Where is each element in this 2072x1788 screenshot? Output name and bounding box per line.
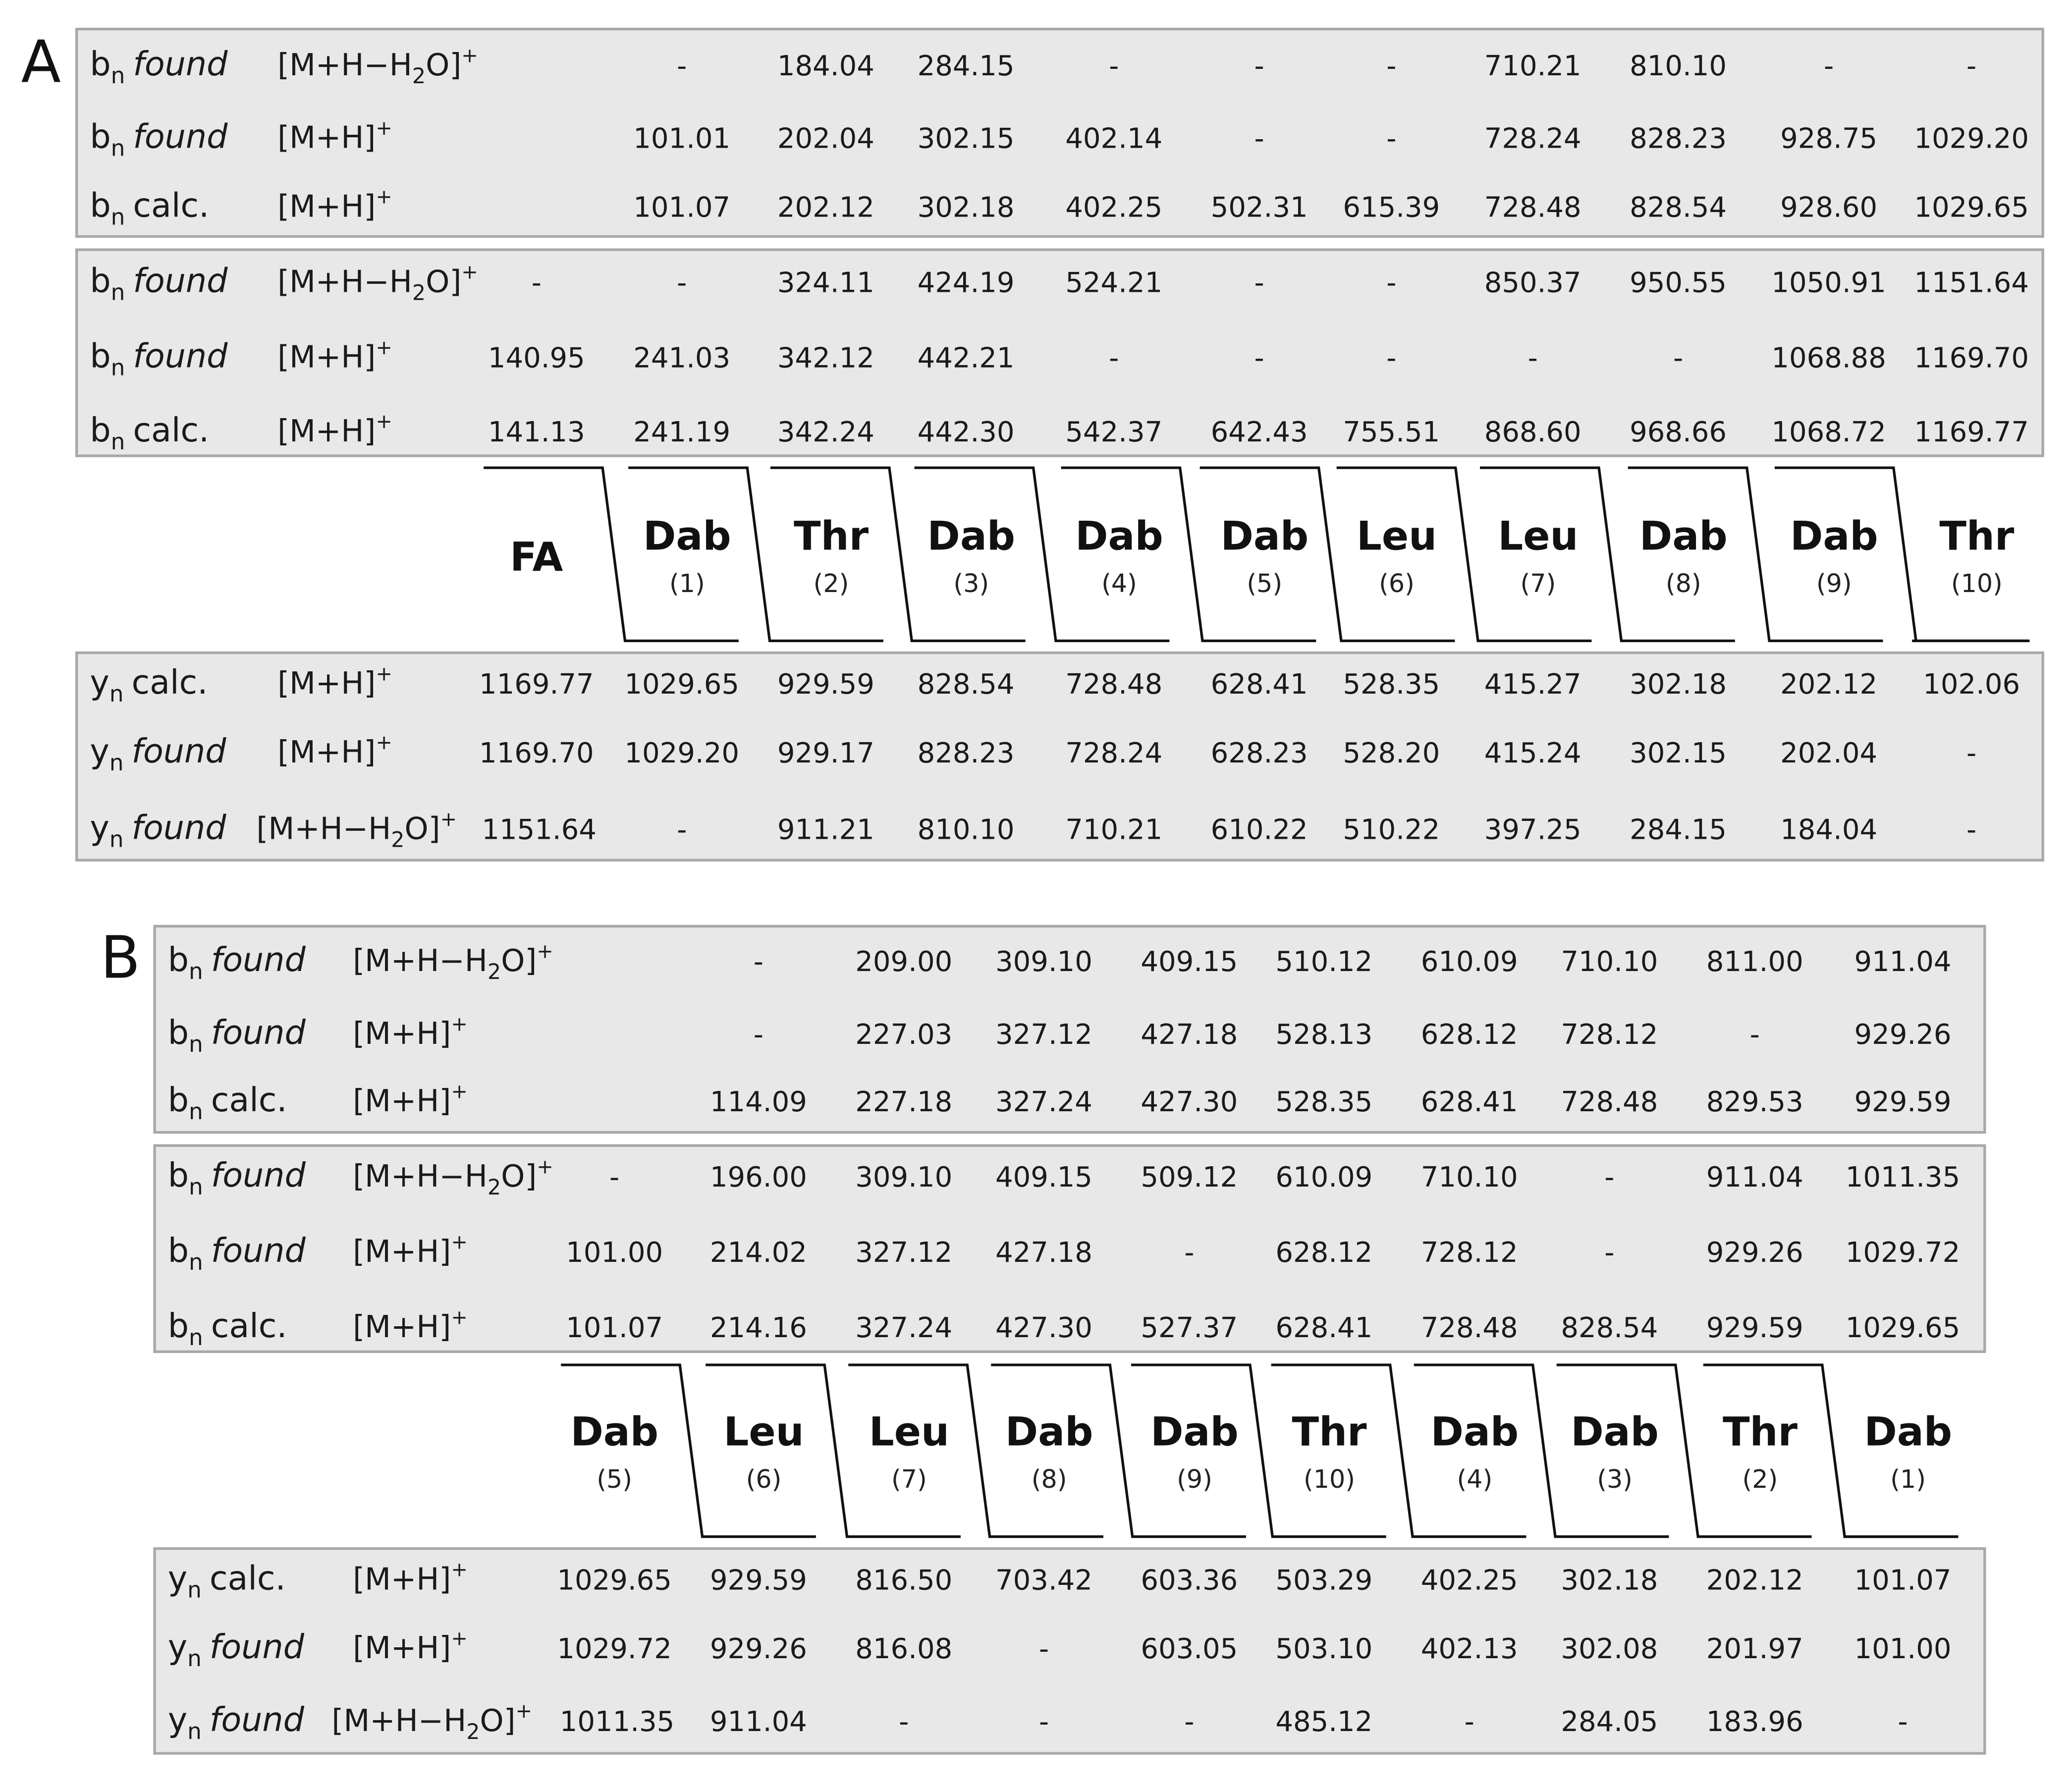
mass-value: - (1038, 1705, 1049, 1738)
ion-series-label: $y_n$ found (167, 1700, 304, 1744)
mass-value: 1169.77 (1914, 416, 2029, 448)
adduct-label: $[M+H-H_2O]^+$ (353, 1155, 553, 1200)
mass-value: 542.37 (1065, 416, 1163, 448)
mass-value: 302.15 (917, 122, 1015, 155)
mass-value: 1169.77 (479, 668, 594, 701)
mass-value: 302.18 (917, 191, 1015, 224)
mass-value: 628.12 (1420, 1018, 1518, 1051)
mass-value: 1029.65 (624, 668, 739, 701)
mass-value: 214.16 (709, 1312, 807, 1345)
mass-value: 1029.20 (624, 737, 739, 769)
mass-value: 810.10 (1630, 50, 1727, 83)
mass-value: 1068.88 (1771, 342, 1886, 375)
mass-value: 424.19 (917, 267, 1015, 299)
mass-value: - (1464, 1705, 1474, 1738)
ion-series-label: $b_n$ found (167, 1231, 306, 1275)
mass-value: 828.54 (1561, 1312, 1658, 1345)
residue-position: (3) (953, 568, 989, 598)
mass-value: 911.04 (709, 1705, 807, 1738)
mass-value: 710.21 (1484, 50, 1581, 83)
panel-a (21, 28, 2043, 860)
residue-name: Leu (869, 1409, 949, 1455)
residue-name: Dab (1639, 513, 1728, 559)
adduct-label: [M+H]+ (353, 1080, 468, 1119)
mass-value: 710.10 (1561, 946, 1658, 978)
mass-value: 327.12 (995, 1018, 1092, 1051)
ion-series-label: $b_n$ found (167, 1155, 306, 1200)
residue-position: (10) (1304, 1464, 1355, 1494)
mass-value: 929.26 (709, 1633, 807, 1666)
residue-position: (2) (1742, 1464, 1778, 1494)
mass-value: - (609, 1161, 620, 1193)
mass-value: - (1604, 1161, 1615, 1193)
mass-value: - (1673, 342, 1684, 375)
mass-value: 415.27 (1484, 668, 1581, 701)
residue-position: (6) (746, 1464, 782, 1494)
mass-value: 528.20 (1343, 737, 1440, 769)
mass-value: 101.07 (566, 1312, 663, 1345)
mass-value: 202.12 (1706, 1564, 1803, 1597)
residue-position: (8) (1031, 1464, 1067, 1494)
mass-value: 810.10 (917, 813, 1015, 846)
mass-value: 327.24 (855, 1312, 953, 1345)
mass-value: 342.24 (777, 416, 874, 448)
mass-value: 950.55 (1630, 267, 1727, 299)
ion-series-label: $b_n$ found (90, 117, 228, 162)
residue-position: (9) (1177, 1464, 1212, 1494)
mass-value: 828.23 (1630, 122, 1727, 155)
residue-position: (5) (597, 1464, 633, 1494)
adduct-label: [M+H]+ (277, 662, 392, 702)
adduct-label: [M+H]+ (353, 1231, 468, 1269)
mass-value: 409.15 (995, 1161, 1092, 1193)
mass-value: 929.26 (1706, 1236, 1803, 1269)
adduct-label: [M+H]+ (353, 1013, 468, 1051)
residue-position: (2) (813, 568, 849, 598)
ion-series-label: $y_n$ calc. (167, 1559, 286, 1603)
mass-value: 642.43 (1210, 416, 1308, 448)
mass-value: 1068.72 (1771, 416, 1886, 448)
mass-value: - (1966, 737, 1977, 769)
mass-value: 911.04 (1706, 1161, 1803, 1193)
ion-series-label: $b_n$ calc. (90, 186, 210, 230)
mass-value: 209.00 (855, 946, 953, 978)
mass-value: 510.12 (1275, 946, 1373, 978)
mass-value: 929.59 (709, 1564, 807, 1597)
mass-value: 409.15 (1141, 946, 1238, 978)
mass-value: 1050.91 (1771, 267, 1886, 299)
mass-value: 728.12 (1561, 1018, 1658, 1051)
mass-value: - (1254, 342, 1264, 375)
mass-value: - (1966, 813, 1977, 846)
mass-value: 141.13 (488, 416, 585, 448)
mass-value: - (1527, 342, 1538, 375)
mass-value: - (1386, 267, 1397, 299)
mass-value: - (1824, 50, 1834, 83)
mass-value: 284.15 (1630, 813, 1727, 846)
residue-sequence (561, 1365, 1958, 1537)
mass-value: 101.00 (566, 1236, 663, 1269)
mass-value: 628.41 (1210, 668, 1308, 701)
mass-value: 1029.65 (1845, 1312, 1961, 1345)
adduct-label: [M+H]+ (353, 1558, 468, 1597)
mass-value: 828.23 (917, 737, 1015, 769)
residue-name: Leu (723, 1409, 804, 1455)
residue-name: Dab (1220, 513, 1309, 559)
mass-value: - (1386, 342, 1397, 375)
adduct-label: $[M+H-H_2O]^+$ (277, 44, 478, 89)
mass-value: 610.09 (1275, 1161, 1373, 1193)
adduct-label: $[M+H-H_2O]^+$ (353, 940, 553, 985)
mass-value: 1011.35 (1845, 1161, 1961, 1193)
mass-value: 628.41 (1420, 1085, 1518, 1118)
mass-value: 284.15 (917, 50, 1015, 83)
mass-value: 402.25 (1420, 1564, 1518, 1597)
mass-value: 1151.64 (482, 813, 597, 846)
mass-value: 427.30 (995, 1312, 1092, 1345)
mass-value: 610.09 (1420, 946, 1518, 978)
residue-name: Dab (1005, 1409, 1093, 1455)
mass-value: 196.00 (709, 1161, 807, 1193)
mass-value: - (1254, 122, 1264, 155)
mass-value: 442.21 (917, 342, 1015, 375)
mass-value: 442.30 (917, 416, 1015, 448)
mass-value: 184.04 (1780, 813, 1878, 846)
residue-position: (9) (1816, 568, 1852, 598)
mass-value: 929.26 (1854, 1018, 1952, 1051)
mass-value: - (1604, 1236, 1615, 1269)
residue-position: (4) (1457, 1464, 1493, 1494)
mass-value: - (1254, 267, 1264, 299)
ion-series-label: $b_n$ found (90, 336, 228, 381)
mass-value: 1029.65 (1914, 191, 2029, 224)
residue-name: Dab (570, 1409, 658, 1455)
mass-value: 1029.65 (557, 1564, 672, 1597)
residue-name: Dab (1571, 1409, 1659, 1455)
mass-value: - (677, 813, 687, 846)
mass-value: 929.59 (1706, 1312, 1803, 1345)
mass-value: 241.19 (633, 416, 731, 448)
mass-value: 102.06 (1923, 668, 2020, 701)
mass-value: - (753, 946, 763, 978)
mass-value: 302.08 (1561, 1633, 1658, 1666)
mass-value: 201.97 (1706, 1633, 1803, 1666)
ion-series-label: $b_n$ calc. (167, 1306, 287, 1351)
mass-value: 140.95 (488, 342, 585, 375)
mass-value: 728.48 (1420, 1312, 1518, 1345)
mass-value: 829.53 (1706, 1085, 1803, 1118)
mass-value: - (1898, 1705, 1908, 1738)
residue-name: Thr (1292, 1409, 1367, 1455)
adduct-label: [M+H]+ (277, 117, 392, 156)
mass-value: 603.05 (1141, 1633, 1238, 1666)
mass-value: - (1254, 50, 1264, 83)
mass-value: 868.60 (1484, 416, 1581, 448)
mass-value: 227.03 (855, 1018, 953, 1051)
mass-value: 1029.72 (557, 1633, 672, 1666)
mass-value: 728.12 (1420, 1236, 1518, 1269)
ion-series-label: $b_n$ calc. (90, 410, 210, 455)
ion-series-label: $y_n$ found (167, 1627, 304, 1672)
mass-value: 755.51 (1343, 416, 1440, 448)
adduct-label: [M+H]+ (277, 731, 392, 770)
mass-value: 929.17 (777, 737, 874, 769)
mass-value: 628.12 (1275, 1236, 1373, 1269)
residue-position: (7) (891, 1464, 927, 1494)
mass-value: 615.39 (1343, 191, 1440, 224)
mass-value: 828.54 (1630, 191, 1727, 224)
mass-value: 1029.20 (1914, 122, 2029, 155)
mass-value: 101.01 (633, 122, 731, 155)
mass-value: 184.04 (777, 50, 874, 83)
adduct-label: $[M+H-H_2O]^+$ (256, 808, 457, 853)
residue-name: Thr (794, 513, 869, 559)
ion-series-label: $y_n$ found (90, 808, 226, 853)
mass-value: - (1386, 122, 1397, 155)
mass-value: 202.04 (777, 122, 874, 155)
mass-value: 485.12 (1275, 1705, 1373, 1738)
adduct-label: [M+H]+ (277, 336, 392, 375)
mass-value: 402.14 (1065, 122, 1163, 155)
residue-position: (7) (1520, 568, 1556, 598)
residue-name: Dab (1075, 513, 1163, 559)
mass-value: - (1749, 1018, 1760, 1051)
mass-value: 502.31 (1210, 191, 1308, 224)
residue-name: Dab (1430, 1409, 1519, 1455)
adduct-label: $[M+H-H_2O]^+$ (331, 1700, 533, 1744)
mass-value: 528.35 (1275, 1085, 1373, 1118)
mass-value: 528.35 (1343, 668, 1440, 701)
mass-value: - (1386, 50, 1397, 83)
residue-name: Leu (1356, 513, 1437, 559)
mass-value: - (677, 50, 687, 83)
mass-value: 309.10 (995, 946, 1092, 978)
mass-value: 101.07 (1854, 1564, 1952, 1597)
mass-value: 928.60 (1780, 191, 1878, 224)
ion-series-label: $y_n$ found (90, 731, 226, 776)
mass-value: 703.42 (995, 1564, 1092, 1597)
ion-series-label: $b_n$ found (90, 261, 228, 306)
residue-name: Thr (1939, 513, 2015, 559)
mass-value: - (1966, 50, 1977, 83)
mass-value: 603.36 (1141, 1564, 1238, 1597)
mass-value: 928.75 (1780, 122, 1878, 155)
mass-value: 302.18 (1561, 1564, 1658, 1597)
mass-value: 284.05 (1561, 1705, 1658, 1738)
mass-value: - (1038, 1633, 1049, 1666)
mass-value: 528.13 (1275, 1018, 1373, 1051)
mass-value: 628.41 (1275, 1312, 1373, 1345)
ion-series-label: $b_n$ calc. (167, 1080, 287, 1125)
mass-value: - (1184, 1236, 1195, 1269)
mass-value: - (899, 1705, 909, 1738)
mass-value: 911.04 (1854, 946, 1952, 978)
mass-value: 728.48 (1484, 191, 1581, 224)
mass-value: 728.24 (1065, 737, 1163, 769)
adduct-label: [M+H]+ (353, 1627, 468, 1666)
mass-value: 415.24 (1484, 737, 1581, 769)
residue-name: Dab (1864, 1409, 1952, 1455)
mass-value: - (531, 267, 542, 299)
adduct-label: [M+H]+ (277, 410, 392, 449)
mass-value: 828.54 (917, 668, 1015, 701)
mass-value: 327.24 (995, 1085, 1092, 1118)
mass-value: 1151.64 (1914, 267, 2029, 299)
mass-value: 1029.72 (1845, 1236, 1961, 1269)
residue-name: Leu (1498, 513, 1579, 559)
mass-value: 202.04 (1780, 737, 1878, 769)
mass-value: 202.12 (777, 191, 874, 224)
mass-value: 816.50 (855, 1564, 953, 1597)
mass-value: 101.00 (1854, 1633, 1952, 1666)
residue-position: (10) (1951, 568, 2003, 598)
mass-value: 427.18 (1141, 1018, 1238, 1051)
mass-value: 241.03 (633, 342, 731, 375)
mass-value: 302.18 (1630, 668, 1727, 701)
mass-value: 911.21 (777, 813, 874, 846)
mass-value: 610.22 (1210, 813, 1308, 846)
mass-value: 1169.70 (1914, 342, 2029, 375)
mass-value: 309.10 (855, 1161, 953, 1193)
mass-value: 929.59 (1854, 1085, 1952, 1118)
mass-value: 427.30 (1141, 1085, 1238, 1118)
mass-value: 402.25 (1065, 191, 1163, 224)
residue-name: FA (510, 534, 563, 581)
mass-value: 929.59 (777, 668, 874, 701)
mass-value: 327.12 (855, 1236, 953, 1269)
residue-name: Dab (1150, 1409, 1239, 1455)
mass-value: 503.29 (1275, 1564, 1373, 1597)
adduct-label: [M+H]+ (353, 1306, 468, 1345)
mass-value: - (677, 267, 687, 299)
mass-value: 302.15 (1630, 737, 1727, 769)
mass-value: 816.08 (855, 1633, 953, 1666)
mass-value: 710.10 (1420, 1161, 1518, 1193)
mass-value: 811.00 (1706, 946, 1803, 978)
ion-series-label: $b_n$ found (90, 45, 228, 89)
mass-value: 710.21 (1065, 813, 1163, 846)
mass-value: 728.24 (1484, 122, 1581, 155)
residue-position: (3) (1597, 1464, 1633, 1494)
ion-series-label: $b_n$ found (167, 1013, 306, 1057)
panel-letter: B (100, 923, 141, 992)
mass-value: 728.48 (1065, 668, 1163, 701)
mass-value: 214.02 (709, 1236, 807, 1269)
mass-value: 1169.70 (479, 737, 594, 769)
ion-series-label: $b_n$ found (167, 940, 306, 985)
residue-position: (4) (1101, 568, 1137, 598)
mass-value: 427.18 (995, 1236, 1092, 1269)
mass-value: 509.12 (1141, 1161, 1238, 1193)
mass-value: 968.66 (1630, 416, 1727, 448)
mass-value: 503.10 (1275, 1633, 1373, 1666)
mass-value: 728.48 (1561, 1085, 1658, 1118)
panel-letter: A (21, 28, 61, 96)
ion-series-label: $y_n$ calc. (90, 663, 208, 707)
mass-value: 183.96 (1706, 1705, 1803, 1738)
mass-value: 202.12 (1780, 668, 1878, 701)
mass-value: 227.18 (855, 1085, 953, 1118)
residue-position: (1) (1890, 1464, 1926, 1494)
mass-value: 324.11 (777, 267, 874, 299)
residue-name: Thr (1722, 1409, 1798, 1455)
adduct-label: [M+H]+ (277, 185, 392, 224)
residue-position: (5) (1247, 568, 1283, 598)
mass-value: 1011.35 (559, 1705, 675, 1738)
residue-position: (6) (1379, 568, 1415, 598)
mass-value: 527.37 (1141, 1312, 1238, 1345)
residue-name: Dab (927, 513, 1016, 559)
mass-value: - (1109, 342, 1119, 375)
mass-value: 402.13 (1420, 1633, 1518, 1666)
mass-value: - (1109, 50, 1119, 83)
residue-sequence (484, 468, 2029, 641)
mass-value: 397.25 (1484, 813, 1581, 846)
adduct-label: $[M+H-H_2O]^+$ (277, 261, 478, 306)
mass-value: - (1184, 1705, 1195, 1738)
mass-value: 524.21 (1065, 267, 1163, 299)
panel-b (101, 924, 1985, 1754)
mass-value: 510.22 (1343, 813, 1440, 846)
mass-value: 114.09 (709, 1085, 807, 1118)
residue-name: Dab (643, 513, 731, 559)
mass-value: 342.12 (777, 342, 874, 375)
mass-value: - (753, 1018, 763, 1051)
residue-position: (8) (1665, 568, 1701, 598)
mass-value: 628.23 (1210, 737, 1308, 769)
residue-name: Dab (1790, 513, 1878, 559)
mass-value: 850.37 (1484, 267, 1581, 299)
residue-position: (1) (669, 568, 705, 598)
mass-value: 101.07 (633, 191, 731, 224)
